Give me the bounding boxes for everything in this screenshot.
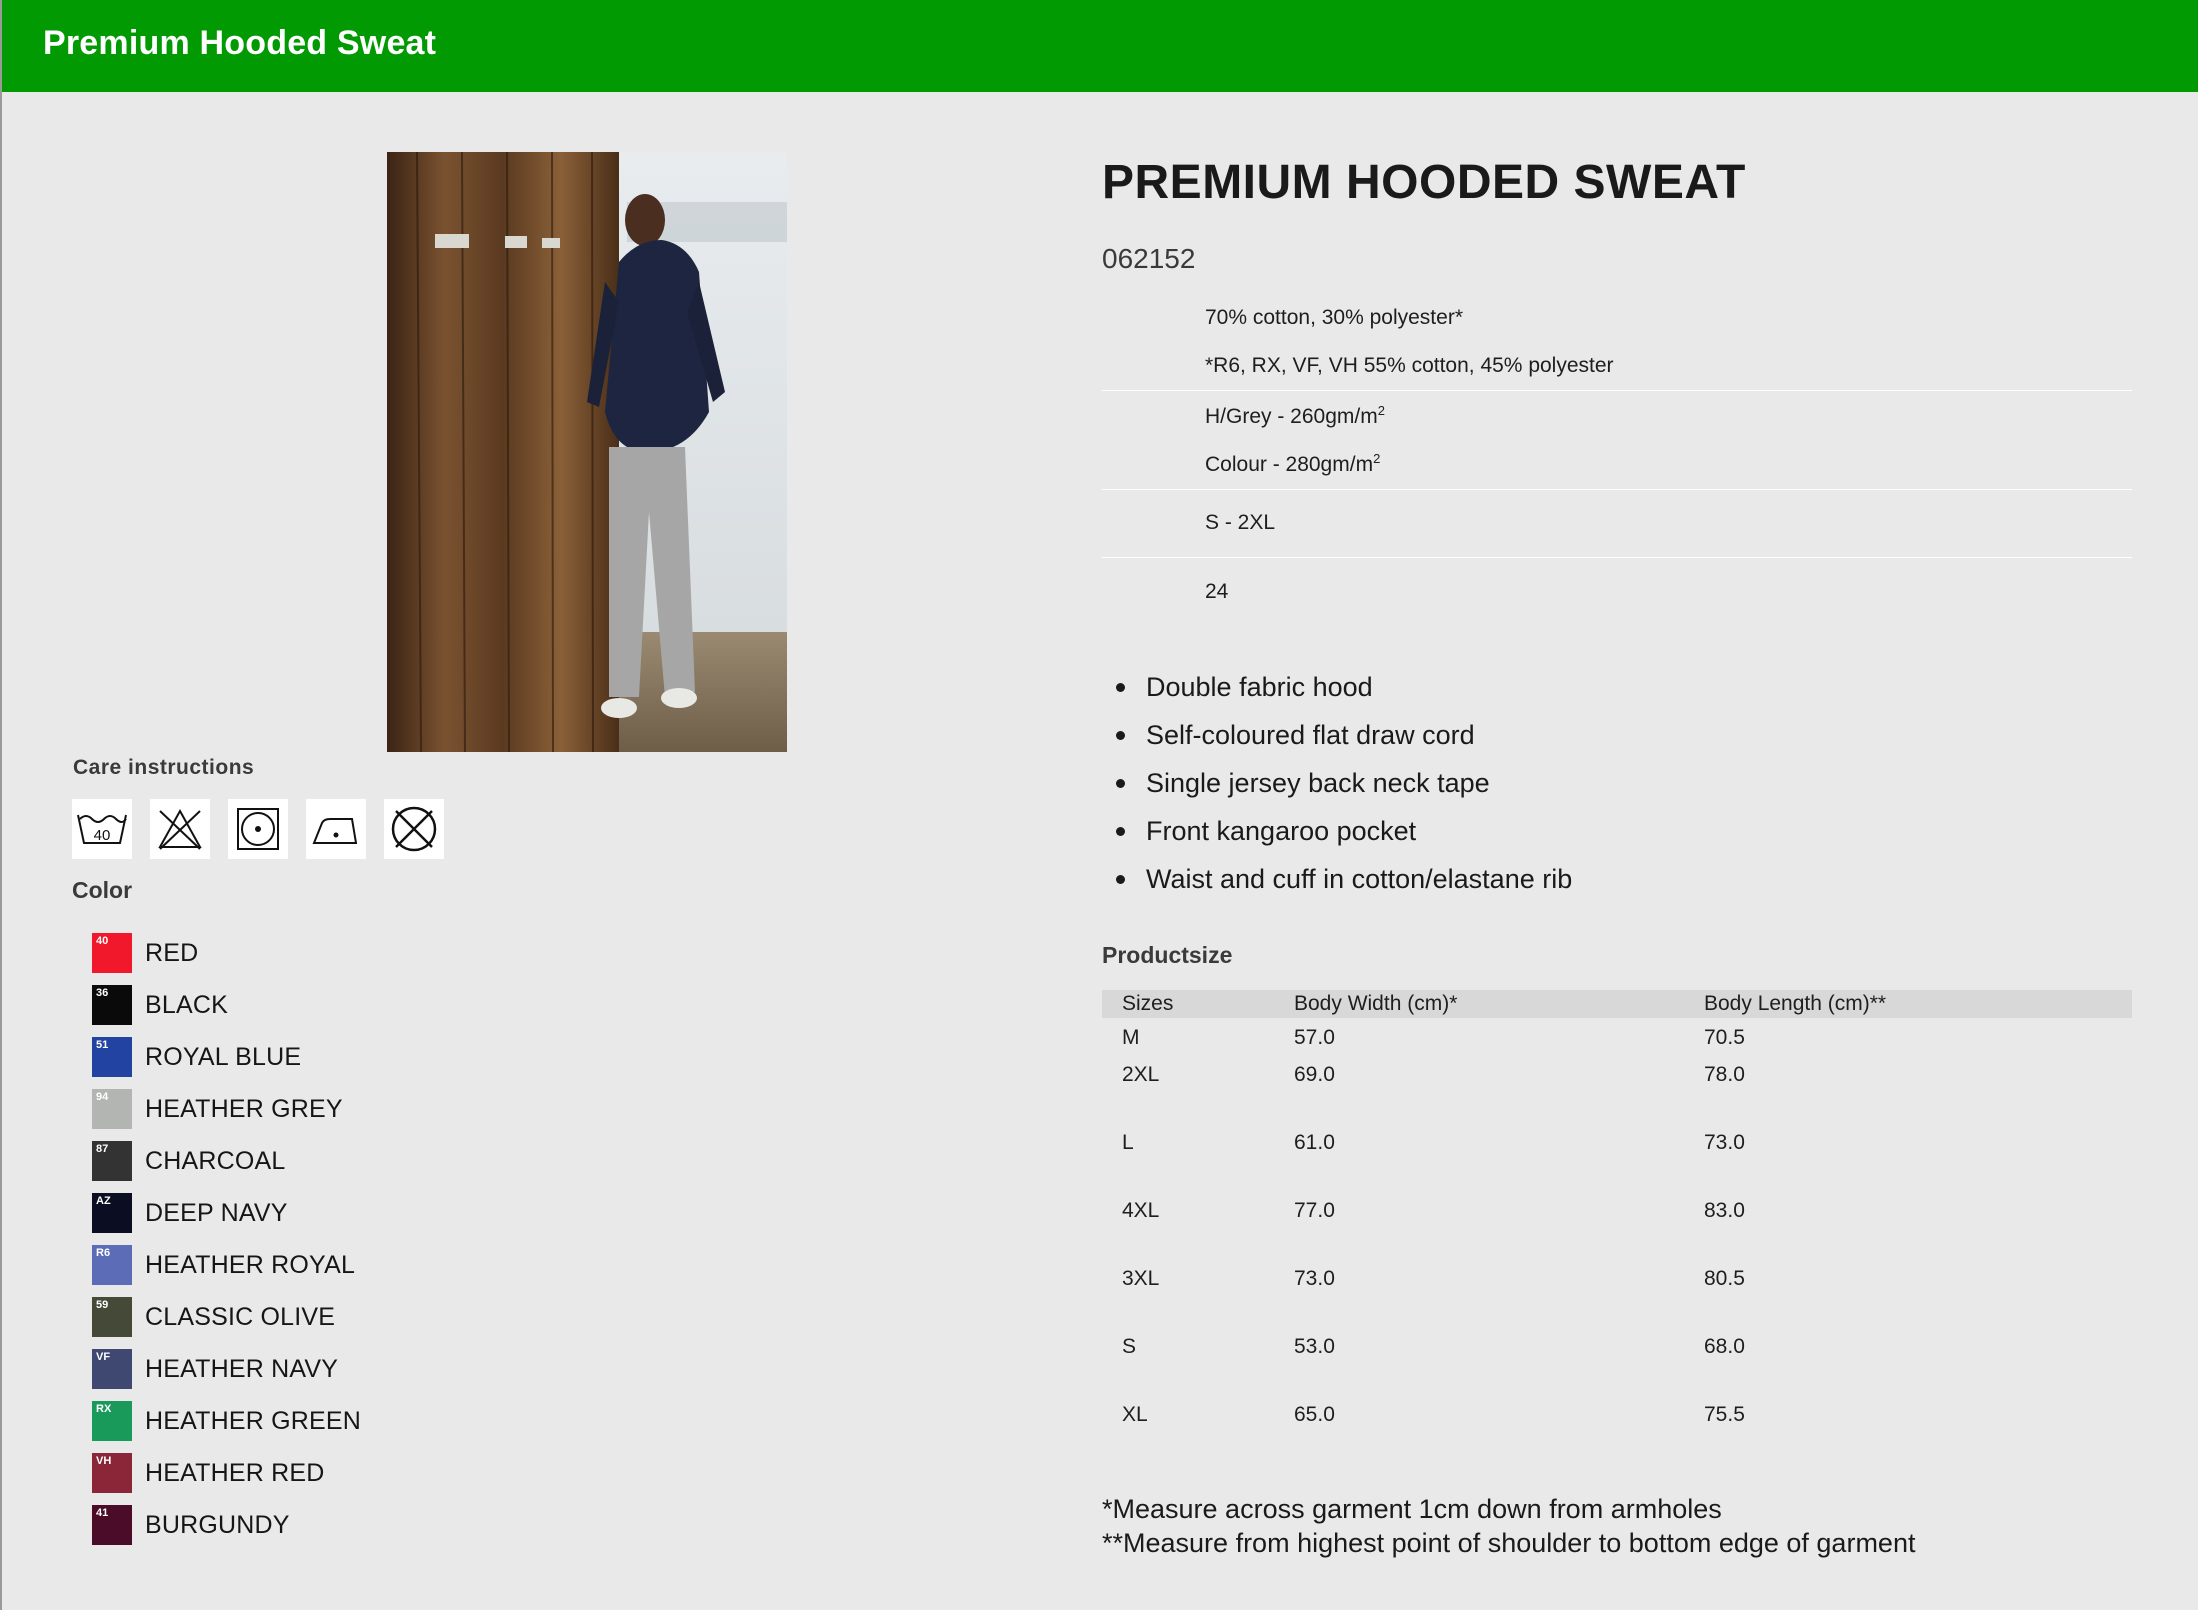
color-name: DEEP NAVY <box>145 1198 288 1227</box>
table-row <box>1102 1126 2132 1194</box>
color-swatch <box>92 1193 132 1233</box>
size-table-header <box>1102 990 2132 1018</box>
color-code: 41 <box>96 1507 109 1519</box>
color-name: CHARCOAL <box>145 1146 286 1175</box>
length-cell: 70.5 <box>1704 1026 1745 1049</box>
feature-item <box>1102 855 1572 903</box>
feature-item <box>1102 807 1572 855</box>
width-cell: 73.0 <box>1294 1267 1335 1290</box>
width-cell: 53.0 <box>1294 1335 1335 1358</box>
feature-text: Front kangaroo pocket <box>1146 815 1417 846</box>
color-name: HEATHER GREY <box>145 1094 343 1123</box>
color-option[interactable] <box>92 1291 361 1343</box>
weight-hgrey <box>1205 403 1385 429</box>
table-row <box>1102 1398 2132 1466</box>
color-option[interactable] <box>92 979 361 1031</box>
color-swatch <box>92 1037 132 1077</box>
table-row <box>1102 1262 2132 1330</box>
composition-line-1: 70% cotton, 30% polyester* <box>1205 306 1463 329</box>
length-cell: 78.0 <box>1704 1063 1745 1086</box>
weight-unit-exponent: 2 <box>1377 403 1385 418</box>
color-swatch <box>92 1505 132 1545</box>
width-cell: 61.0 <box>1294 1131 1335 1154</box>
weight-colour <box>1205 451 1380 477</box>
color-swatch <box>92 985 132 1025</box>
color-name: HEATHER NAVY <box>145 1354 339 1383</box>
length-cell: 68.0 <box>1704 1335 1745 1358</box>
width-cell: 77.0 <box>1294 1199 1335 1222</box>
color-name: CLASSIC OLIVE <box>145 1302 336 1331</box>
color-option[interactable] <box>92 1031 361 1083</box>
table-row <box>1102 1194 2132 1262</box>
color-swatch <box>92 1245 132 1285</box>
color-name: BLACK <box>145 990 228 1019</box>
width-cell: 57.0 <box>1294 1026 1335 1049</box>
no-dry-clean-icon <box>384 799 444 859</box>
color-code: 40 <box>96 935 109 947</box>
color-option[interactable] <box>92 927 361 979</box>
header-sizes: Sizes <box>1102 990 1294 1018</box>
care-instructions-title: Care instructions <box>73 756 255 779</box>
wash-40-icon <box>72 799 132 859</box>
header-body-length: Body Length (cm)** <box>1704 990 2132 1018</box>
color-code: R6 <box>96 1247 111 1259</box>
productsize-title: Productsize <box>1102 942 1233 968</box>
size-cell: XL <box>1122 1403 1148 1426</box>
feature-item <box>1102 663 1572 711</box>
footnote-width: *Measure across garment 1cm down from armholes <box>1102 1494 1722 1524</box>
pack-quantity: 24 <box>1205 580 1229 603</box>
feature-item <box>1102 759 1572 807</box>
color-option[interactable] <box>92 1187 361 1239</box>
color-code: 87 <box>96 1143 109 1155</box>
bullet-icon <box>1116 779 1125 788</box>
color-name: RED <box>145 938 199 967</box>
width-cell: 65.0 <box>1294 1403 1335 1426</box>
color-code: AZ <box>96 1195 111 1207</box>
size-cell: S <box>1122 1335 1137 1358</box>
color-swatch <box>92 1349 132 1389</box>
width-cell: 69.0 <box>1294 1063 1335 1086</box>
length-cell: 75.5 <box>1704 1403 1745 1426</box>
weight-hgrey-text: H/Grey - 260gm/m <box>1205 405 1378 428</box>
header-body-width: Body Width (cm)* <box>1294 990 1704 1018</box>
size-cell: 3XL <box>1122 1267 1160 1290</box>
bullet-icon <box>1116 875 1125 884</box>
care-icons <box>72 799 444 859</box>
color-option[interactable] <box>92 1135 361 1187</box>
spec-divider <box>1102 489 2132 490</box>
spec-divider <box>1102 557 2132 558</box>
bullet-icon <box>1116 827 1125 836</box>
feature-text: Double fabric hood <box>1146 671 1373 702</box>
footnote-length: **Measure from highest point of shoulder to bottom edge of garment <box>1102 1528 1916 1558</box>
size-cell: M <box>1122 1026 1140 1049</box>
bullet-icon <box>1116 683 1125 692</box>
size-range: S - 2XL <box>1205 511 1276 534</box>
tumble-dry-low-icon <box>228 799 288 859</box>
size-cell: 4XL <box>1122 1199 1160 1222</box>
page-header <box>2 0 2198 92</box>
color-swatch <box>92 1141 132 1181</box>
length-cell: 83.0 <box>1704 1199 1745 1222</box>
color-code: 36 <box>96 987 109 999</box>
color-option[interactable] <box>92 1499 361 1551</box>
color-option[interactable] <box>92 1395 361 1447</box>
color-swatch <box>92 1401 132 1441</box>
header-title: Premium Hooded Sweat <box>43 24 437 62</box>
weight-unit-exponent: 2 <box>1373 451 1381 466</box>
color-swatch <box>92 1297 132 1337</box>
color-option[interactable] <box>92 1343 361 1395</box>
table-row <box>1102 1018 2132 1058</box>
feature-item <box>1102 711 1572 759</box>
color-swatch <box>92 1089 132 1129</box>
color-option[interactable] <box>92 1239 361 1291</box>
bullet-icon <box>1116 731 1125 740</box>
size-table <box>1102 990 2132 1466</box>
color-name: HEATHER RED <box>145 1458 325 1487</box>
table-row <box>1102 1058 2132 1126</box>
color-swatch <box>92 933 132 973</box>
color-code: RX <box>96 1403 112 1415</box>
color-list <box>92 927 361 1551</box>
color-option[interactable] <box>92 1447 361 1499</box>
color-code: 51 <box>96 1039 109 1051</box>
color-name: HEATHER ROYAL <box>145 1250 356 1279</box>
feature-list <box>1102 663 1572 903</box>
article-number: 062152 <box>1102 243 1196 274</box>
feature-text: Waist and cuff in cotton/elastane rib <box>1146 863 1573 894</box>
color-title: Color <box>72 877 133 903</box>
size-cell: L <box>1122 1131 1134 1154</box>
feature-text: Self-coloured flat draw cord <box>1146 719 1475 750</box>
color-name: ROYAL BLUE <box>145 1042 302 1071</box>
product-photo <box>387 152 787 752</box>
color-code: 94 <box>96 1091 109 1103</box>
length-cell: 73.0 <box>1704 1131 1745 1154</box>
length-cell: 80.5 <box>1704 1267 1745 1290</box>
size-cell: 2XL <box>1122 1063 1160 1086</box>
iron-low-icon <box>306 799 366 859</box>
no-bleach-icon <box>150 799 210 859</box>
color-swatch <box>92 1453 132 1493</box>
color-name: BURGUNDY <box>145 1510 290 1539</box>
window-left-edge <box>0 0 2 1610</box>
color-code: VH <box>96 1455 112 1467</box>
composition-line-2: *R6, RX, VF, VH 55% cotton, 45% polyester <box>1205 354 1614 377</box>
color-code: 59 <box>96 1299 109 1311</box>
feature-text: Single jersey back neck tape <box>1146 767 1490 798</box>
color-code: VF <box>96 1351 111 1363</box>
product-title: PREMIUM HOODED SWEAT <box>1102 156 1746 209</box>
weight-colour-text: Colour - 280gm/m <box>1205 453 1374 476</box>
svg-text:40: 40 <box>93 827 111 844</box>
color-name: HEATHER GREEN <box>145 1406 362 1435</box>
spec-divider <box>1102 390 2132 391</box>
table-row <box>1102 1330 2132 1398</box>
color-option[interactable] <box>92 1083 361 1135</box>
